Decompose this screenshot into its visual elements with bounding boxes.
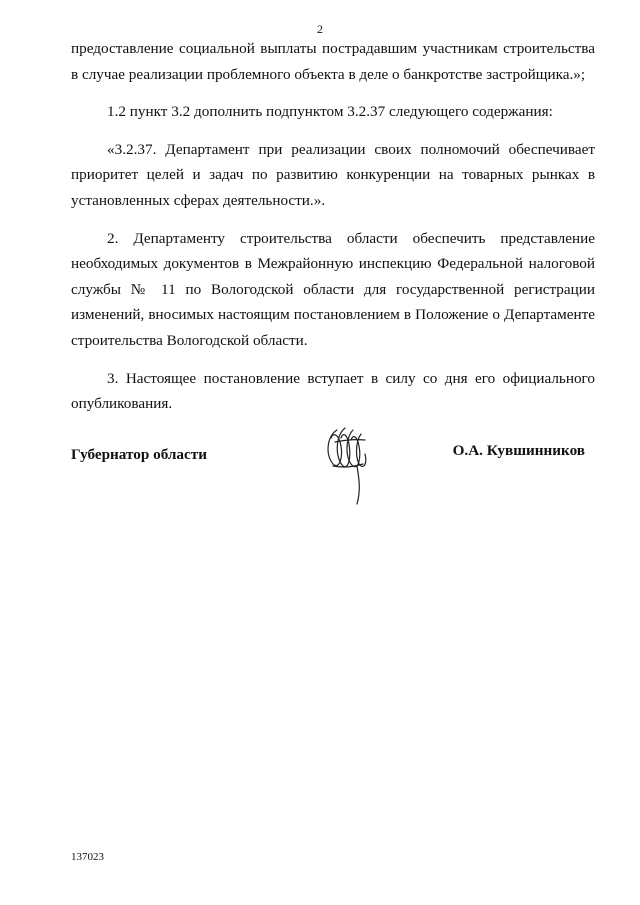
paragraph-item-2: 2. Департаменту строительства области обеспечить представление необходимых документов в Межрайонную инспекцию Федеральной налоговой службы № 11 по Вологодской области для государственной регистрации изменений, вносимых настоящим постановлением в Положение о Департаменте строительства Вологодской области. — [71, 229, 595, 349]
paragraph-item-3: 3. Настоящее постановление вступает в силу со дня его официального опубликования. — [71, 369, 595, 413]
paragraph-continuation: предоставление социальной выплаты пострадавшим участникам строительства в случае реализации проблемного объекта в деле о банкротстве застройщика.»; — [71, 40, 595, 83]
page-number: 2 — [317, 22, 323, 36]
document-code: 137023 — [71, 851, 104, 863]
handwritten-signature — [323, 422, 373, 512]
signature-block — [71, 422, 595, 512]
paragraph-item-1-2: 1.2 пункт 3.2 дополнить подпунктом 3.2.37 следующего содержания: — [107, 103, 553, 121]
paragraph-subitem-3-2-37: «3.2.37. Департамент при реализации своих полномочий обеспечивает приоритет целей и задач по развитию конкуренции на товарных рынках в установленных сферах деятельности.». — [71, 140, 595, 209]
document-body — [71, 36, 595, 429]
signer-title: Губернатор области — [71, 446, 207, 463]
signer-name: О.А. Кувшинников — [452, 442, 585, 459]
